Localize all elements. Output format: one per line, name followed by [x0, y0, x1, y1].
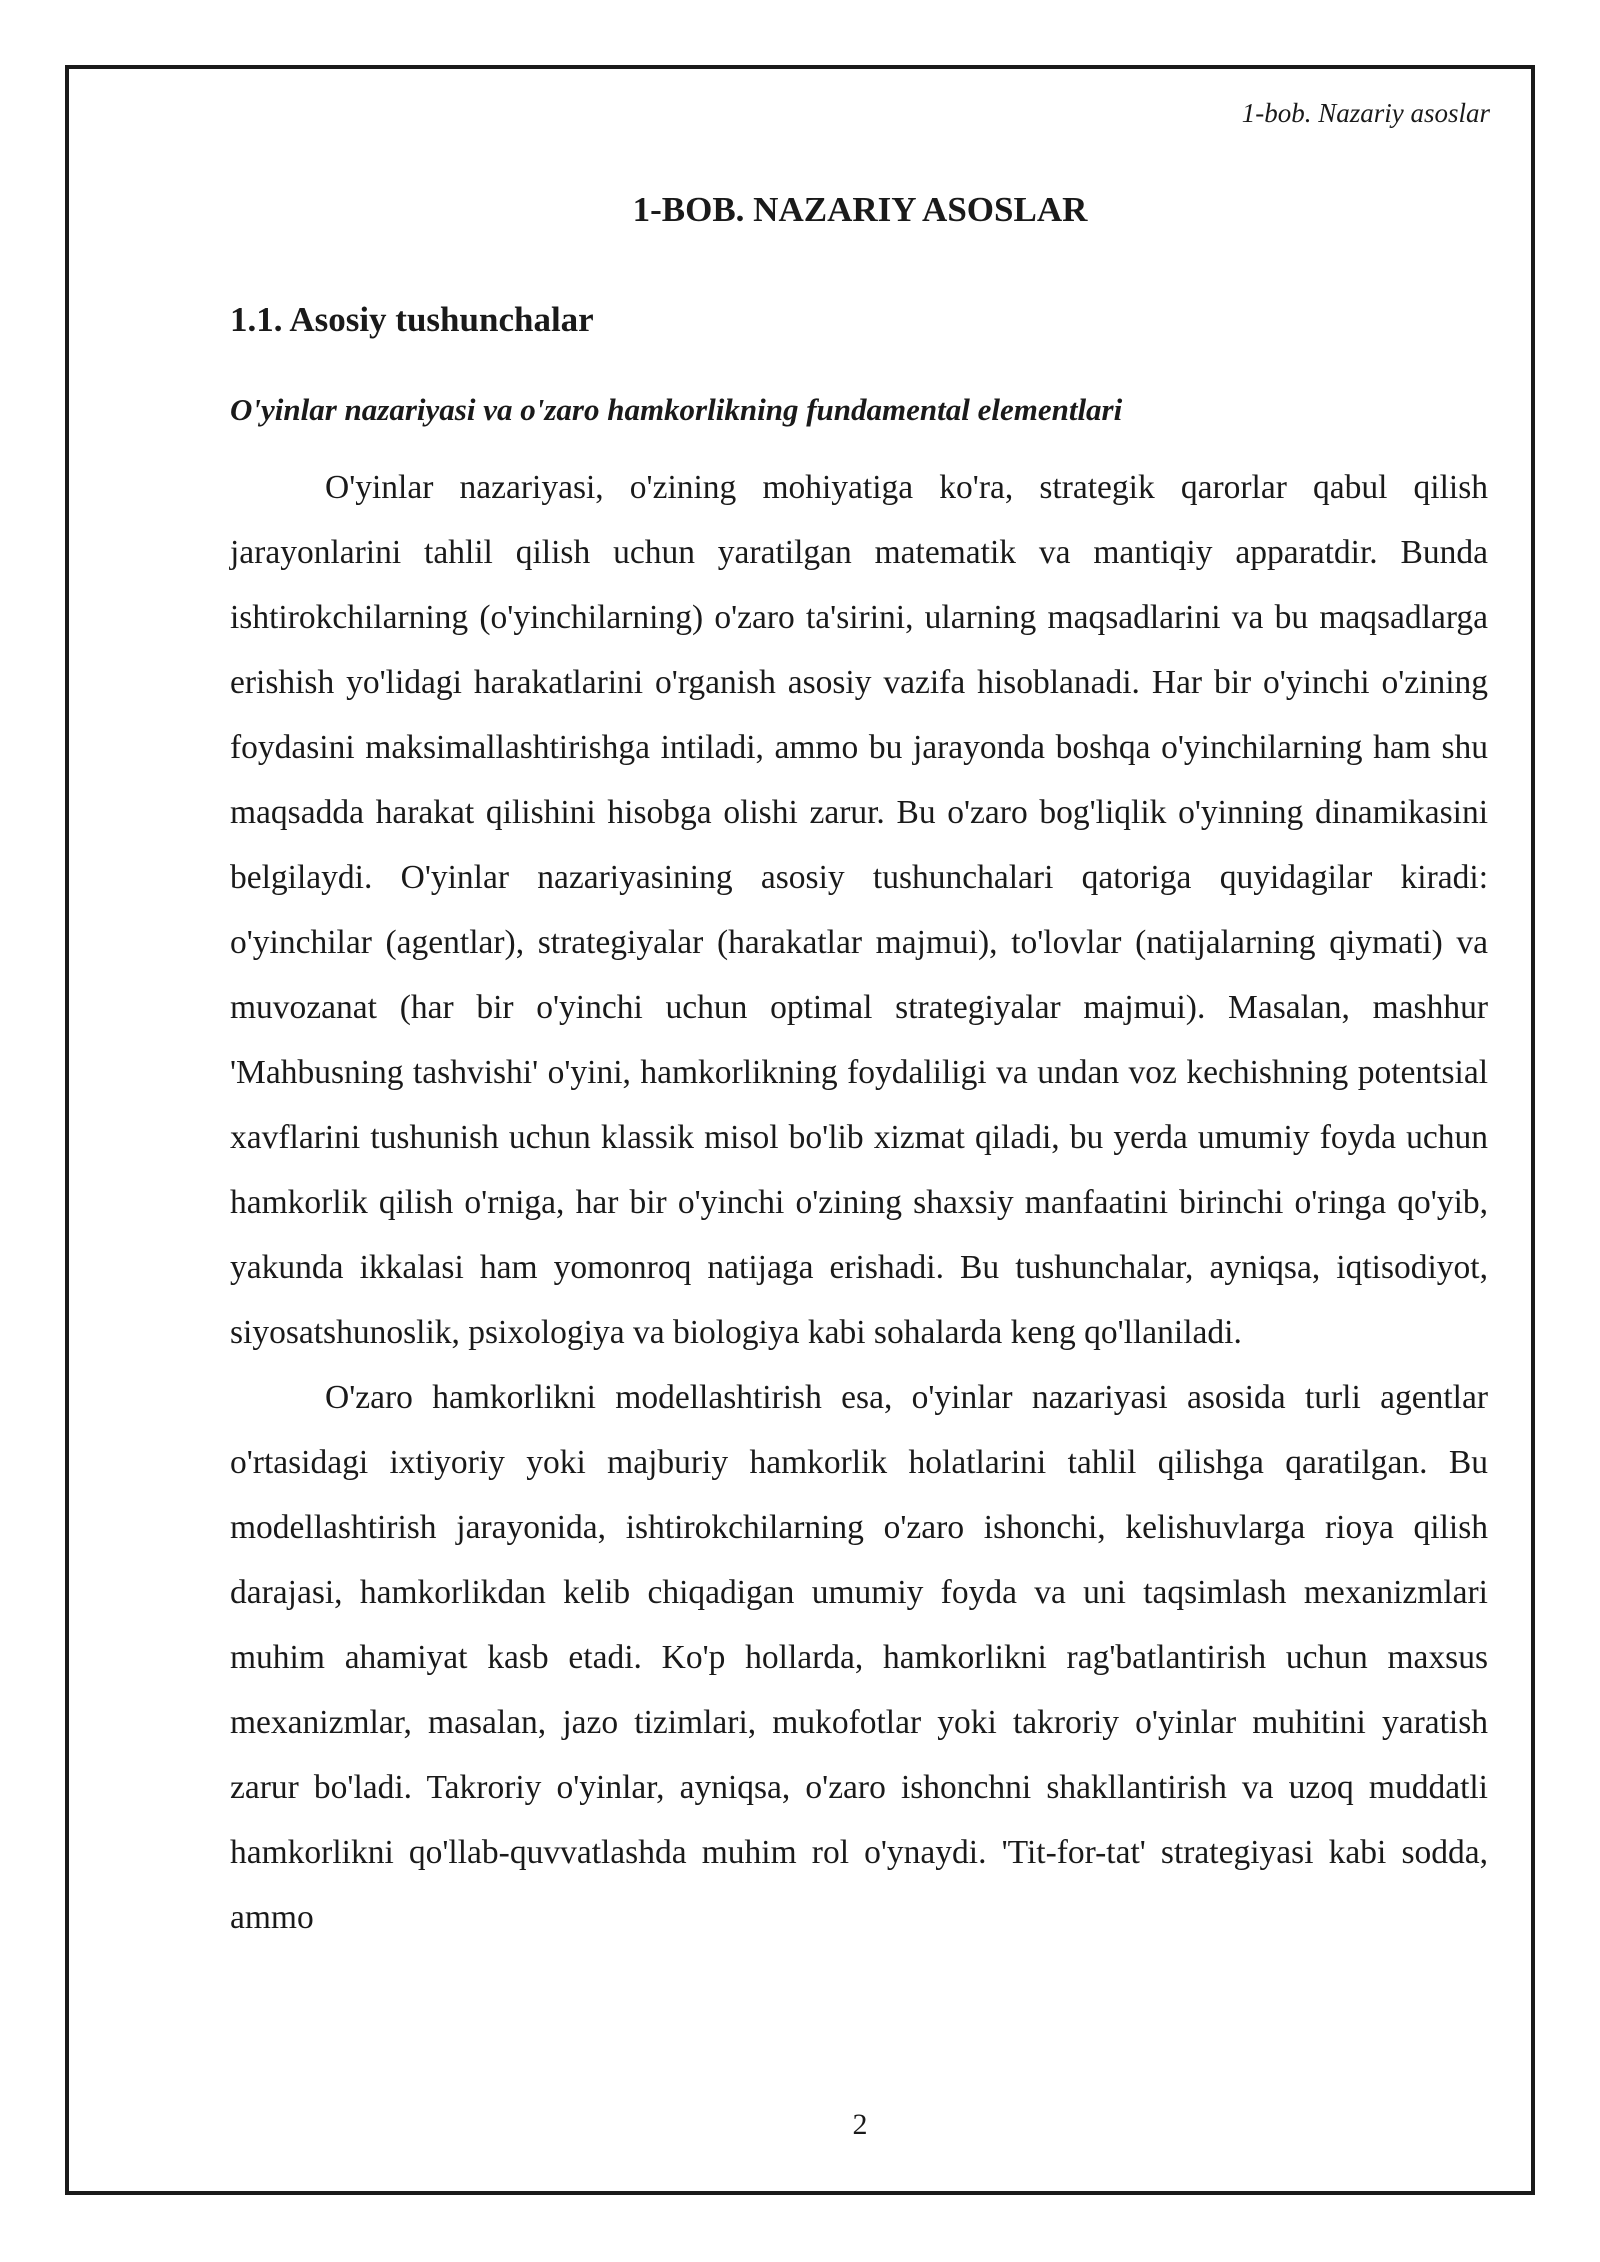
running-header: 1-bob. Nazariy asoslar [1241, 98, 1490, 128]
page-number: 2 [852, 2108, 868, 2141]
paragraph-1: O'yinlar nazariyasi, o'zining mohiyatiga ko'ra, strategik qarorlar qabul qilish jarayonlarini tahlil qilish uchun yaratilgan matematik va mantiqiy apparatdir. Bunda ishtirokchilarning (o'yinchilarning) o'zaro ta'sirini, ularning maqsadlarini va bu maqsadlarga erishish yo'lidagi harakatlarini o'rganish asosiy vazifa hisoblanadi. Har bir o'yinchi o'zining foydasini maksimallashtirishga intiladi, ammo bu jarayonda boshqa o'yinchilarning ham shu maqsadda harakat qilishini hisobga olishi zarur. Bu o'zaro bog'liqlik o'yinning dinamikasini belgilaydi. O'yinlar nazariyasining asosiy tushunchalari qatoriga quyidagilar kiradi: o'yinchilar (agentlar), strategiyalar (harakatlar majmui), to'lovlar (natijalarning qiymati) va muvozanat (har bir o'yinchi uchun optimal strategiyalar majmui). Masalan, mashhur 'Mahbusning tashvishi' o'yini, hamkorlikning foydaliligi va undan voz kechishning potentsial xavflarini tushunish uchun klassik misol bo'lib xizmat qiladi, bu yerda umumiy foyda uchun hamkorlik qilish o'rniga, har bir o'yinchi o'zining shaxsiy manfaatini birinchi o'ringa qo'yib, yakunda ikkalasi ham yomonroq natijaga erishadi. Bu tushunchalar, ayniqsa, iqtisodiyot, siyosatshunoslik, psixologiya va biologiya kabi sohalarda keng qo'llaniladi. [230, 469, 1488, 1351]
section-title: 1.1. Asosiy tushunchalar [230, 300, 594, 339]
paragraph-2: O'zaro hamkorlikni modellashtirish esa, o'yinlar nazariyasi asosida turli agentlar o'rtasidagi ixtiyoriy yoki majburiy hamkorlik holatlarini tahlil qilishga qaratilgan. Bu modellashtirish jarayonida, ishtirokchilarning o'zaro ishonchi, kelishuvlarga rioya qilish darajasi, hamkorlikdan kelib chiqadigan umumiy foyda va uni taqsimlash mexanizmlari muhim ahamiyat kasb etadi. Ko'p hollarda, hamkorlikni rag'batlantirish uchun maxsus mexanizmlar, masalan, jazo tizimlari, mukofotlar yoki takroriy o'yinlar muhitini yaratish zarur bo'ladi. Takroriy o'yinlar, ayniqsa, o'zaro ishonchni shakllantirish va uzoq muddatli hamkorlikni qo'llab-quvvatlashda muhim rol o'ynaydi. 'Tit-for-tat' strategiyasi kabi sodda, ammo [230, 1379, 1488, 1936]
chapter-title: 1-BOB. NAZARIY ASOSLAR [632, 190, 1088, 229]
subsection-title: O'yinlar nazariyasi va o'zaro hamkorlikning fundamental elementlari [230, 392, 1123, 427]
body-text [230, 455, 1488, 1950]
